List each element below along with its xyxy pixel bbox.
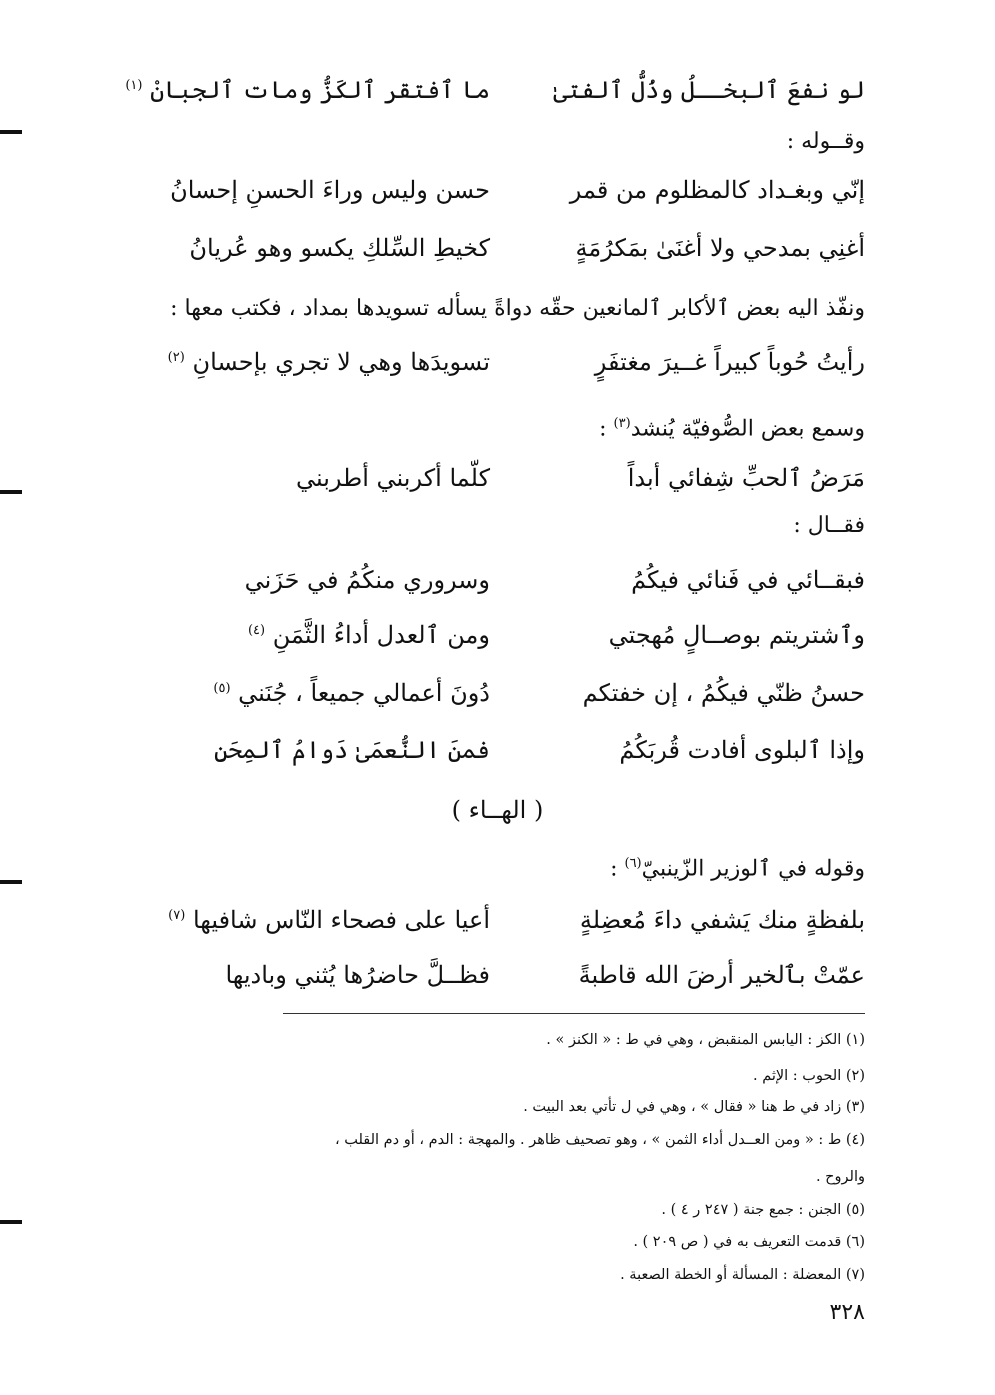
verse-line — [130, 170, 865, 210]
footnote-ref: (٤) — [247, 623, 266, 638]
edge-mark — [0, 1220, 22, 1224]
footnote: (٥) الجنن : جمع جنة ( ٢٤٧ ر ٤ ) . — [661, 1202, 865, 1218]
verse-first-hemistich: إنّي وبغـداد كالمظلوم من قمر — [569, 176, 865, 204]
footnote-ref: (٧) — [168, 908, 186, 923]
footnote: (٧) المعضلة : المسألة أو الخطة الصعبة . — [620, 1267, 865, 1283]
verse-line — [130, 955, 865, 995]
prose-line — [610, 845, 865, 883]
verse-second-hemistich — [130, 621, 490, 649]
footnote: (١) الكز : اليابس المنقبض ، وهي في ط : « الكنز » . — [546, 1032, 865, 1048]
hemistich-text: دُونَ أعمالي جميعاً ، جُنَني — [238, 679, 490, 707]
verse-second-hemistich: فمنَ النُّعمَىٰ دَوامُ ٱلمِحَنِ — [213, 736, 490, 764]
prose-line — [599, 405, 865, 443]
verse-line — [130, 900, 865, 940]
verse-line — [125, 70, 865, 110]
verse-line — [130, 342, 865, 382]
verse-line — [130, 730, 865, 770]
footnote-ref: (١) — [125, 78, 143, 93]
section-heading: ( الهــاء ) — [451, 796, 544, 824]
page-number: ٣٢٨ — [829, 1300, 865, 1325]
prose-line: وقــوله : — [786, 129, 865, 154]
verse-second-hemistich — [130, 679, 490, 707]
footnote-divider — [283, 1013, 865, 1014]
verse-second-hemistich — [125, 76, 490, 104]
verse-second-hemistich: كخيطِ السِّلكِ يكسو وهو عُريانُ — [189, 234, 490, 262]
verse-second-hemistich — [130, 348, 490, 376]
verse-line — [130, 228, 865, 268]
footnote-ref: (٥) — [213, 681, 231, 696]
verse-second-hemistich — [130, 906, 490, 934]
prose-line: فقــال : — [793, 513, 865, 538]
prose-tail: : — [599, 416, 614, 442]
verse-first-hemistich: وإذا ٱلبلوى أفادت قُربَكُمُ — [619, 736, 865, 764]
verse-second-hemistich: وسروري منكُمُ في حَزَني — [244, 566, 490, 594]
verse-second-hemistich: فظــلَّ حاضرُها يُثني وباديها — [225, 961, 490, 989]
verse-line — [130, 673, 865, 713]
verse-first-hemistich: عمّتْ بٱلخير أرضَ الله قاطبةً — [578, 961, 865, 989]
hemistich-text: ومن ٱلعدل أداءُ الثَّمَنِ — [272, 621, 490, 649]
footnote-ref: (٦) — [624, 856, 642, 871]
footnote-continuation: والروح . — [815, 1169, 865, 1185]
verse-first-hemistich: رأيتُ حُوباً كبيراً غــيرَ مغتفَرٍ — [594, 348, 865, 376]
hemistich-text: أعيا على فصحاء النّاس شافيها — [192, 906, 490, 934]
verse-line — [130, 458, 865, 498]
verse-first-hemistich: وٱشتريتم بوصــالٍ مُهجتي — [608, 621, 865, 649]
footnote: (٦) قدمت التعريف به في ( ص ٢٠٩ ) . — [633, 1234, 865, 1250]
footnote: (٣) زاد في ط هنا « فقال » ، وهي في ل تأتي بعد البيت . — [523, 1099, 865, 1115]
footnote: (٢) الحوب : الإثم . — [753, 1068, 865, 1084]
hemistich-text: ما ٱفتقر ٱلكَزُّ ومات ٱلجبانْ — [150, 76, 490, 104]
prose-text: وقوله في ٱلوزير الزّينبيّ — [641, 856, 865, 882]
footnote-ref: (٢) — [167, 350, 185, 365]
verse-line — [130, 615, 865, 655]
prose-line: ونفّذ اليه بعض ٱلأكابر ٱلمانعين حقّه دواةً يسأله تسويدها بمداد ، فكتب معها : — [170, 296, 865, 321]
edge-mark — [0, 490, 22, 494]
hemistich-text: تسويدَها وهي لا تجري بإحسانِ — [192, 348, 490, 376]
verse-first-hemistich: أغنِي بمدحي ولا أغنَىٰ بمَكرُمَةٍ — [575, 234, 865, 262]
prose-tail: : — [610, 856, 625, 882]
verse-second-hemistich: كلّما أكربني أطربني — [295, 464, 490, 492]
verse-first-hemistich: لو نفعَ ٱلبخــلُ وذُلُّ ٱلفتىٰ — [553, 76, 865, 104]
edge-mark — [0, 880, 22, 884]
verse-first-hemistich: مَرَضُ ٱلحبِّ شِفائي أبداً — [627, 464, 865, 492]
verse-second-hemistich: حسن وليس وراءَ الحسنِ إحسانُ — [170, 176, 490, 204]
verse-first-hemistich: حسنُ ظنّي فيكُمُ ، إن خفتكم — [582, 679, 865, 707]
verse-line — [130, 560, 865, 600]
edge-mark — [0, 130, 22, 134]
verse-first-hemistich: بلفظةٍ منك يَشفي داءَ مُعضِلةٍ — [579, 906, 865, 934]
footnote-ref: (٣) — [613, 416, 631, 431]
footnote: (٤) ط : « ومن العــدل أداء الثمن » ، وهو تصحيف ظاهر . والمهجة : الدم ، أو دم القلب ، — [334, 1132, 865, 1148]
prose-text: وسمع بعض الصُّوفيّة يُنشد — [630, 416, 865, 442]
verse-first-hemistich: فبقــائي في فَنائي فيكُمُ — [631, 566, 865, 594]
